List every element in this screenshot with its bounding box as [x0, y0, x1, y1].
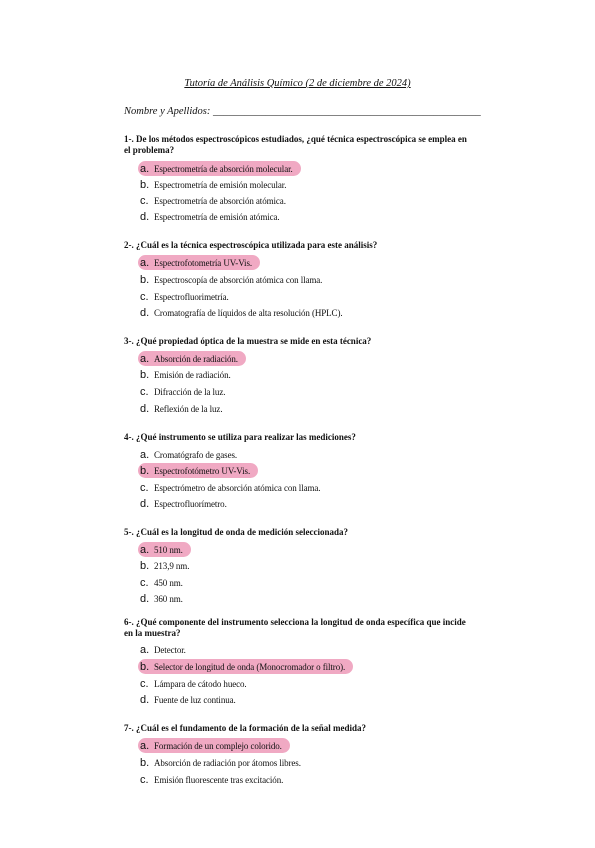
option-letter: d. — [140, 210, 150, 223]
option-text: Emisión fluorescente tras excitación. — [154, 774, 284, 785]
option-text: Espectrofotometría UV-Vis. — [154, 257, 253, 268]
option-text: Fuente de luz continua. — [154, 694, 236, 705]
option-text: Espectrofluorímetro. — [154, 498, 227, 509]
option-text: Espectroscopía de absorción atómica con llama. — [154, 274, 323, 285]
option-text: 213,9 nm. — [154, 560, 190, 571]
option-letter: c. — [140, 194, 149, 207]
option-text: Formación de un complejo colorido. — [154, 740, 282, 751]
option-text: Espectrometría de emisión atómica. — [154, 211, 280, 222]
q1-option-c[interactable] — [140, 193, 286, 208]
q7-option-b[interactable] — [140, 755, 301, 770]
option-letter: a. — [140, 543, 150, 556]
option-letter: c. — [140, 290, 149, 303]
q2-option-a[interactable] — [138, 255, 260, 270]
option-text: Selector de longitud de onda (Monocromador o filtro). — [154, 661, 346, 672]
option-text: Absorción de radiación por átomos libres. — [154, 757, 301, 768]
option-letter: b. — [140, 273, 150, 286]
q6-option-d[interactable] — [140, 692, 236, 707]
option-letter: a. — [140, 739, 150, 752]
q7-option-c[interactable] — [140, 772, 283, 787]
option-letter: a. — [140, 162, 150, 175]
q6-option-a[interactable] — [140, 642, 186, 657]
q6-option-c[interactable] — [140, 676, 247, 691]
option-text: Espectrometría de emisión molecular. — [154, 179, 287, 190]
q5-option-a[interactable] — [138, 542, 191, 557]
q6-option-b[interactable] — [138, 659, 353, 674]
q2-option-c[interactable] — [140, 289, 229, 304]
option-letter: c. — [140, 773, 149, 786]
option-text: Espectrofotómetro UV-Vis. — [154, 465, 251, 476]
q4-option-a[interactable] — [140, 447, 237, 462]
option-text: Detector. — [154, 644, 186, 655]
option-text: Espectrómetro de absorción atómica con llama. — [154, 482, 321, 493]
question-2: 2-. ¿Cuál es la técnica espectroscópica utilizada para este análisis? — [124, 240, 378, 250]
q2-option-d[interactable] — [140, 305, 343, 320]
option-text: 510 nm. — [154, 544, 183, 555]
option-letter: d. — [140, 497, 150, 510]
question-4: 4-. ¿Qué instrumento se utiliza para realizar las mediciones? — [124, 432, 356, 442]
option-text: Emisión de radiación. — [154, 369, 231, 380]
option-letter: d. — [140, 592, 150, 605]
q7-option-a[interactable] — [138, 738, 290, 753]
q4-option-c[interactable] — [140, 480, 320, 495]
option-text: Absorción de radiación. — [154, 353, 238, 364]
option-letter: a. — [140, 256, 150, 269]
option-text: Espectrometría de absorción atómica. — [154, 195, 286, 206]
option-text: Difracción de la luz. — [154, 386, 226, 397]
option-letter: d. — [140, 693, 150, 706]
q3-option-c[interactable] — [140, 384, 225, 399]
q5-option-c[interactable] — [140, 575, 183, 590]
question-3: 3-. ¿Qué propiedad óptica de la muestra se mide en esta técnica? — [124, 336, 372, 346]
option-letter: d. — [140, 402, 150, 415]
option-letter: b. — [140, 178, 150, 191]
question-6: 6-. ¿Qué componente del instrumento selecciona la longitud de onda específica que incide en la muestra? — [124, 617, 466, 638]
document-title: Tutoría de Análisis Químico (2 de diciembre de 2024) — [184, 78, 411, 89]
option-text: Cromatógrafo de gases. — [154, 449, 238, 460]
q2-option-b[interactable] — [140, 272, 322, 287]
option-letter: a. — [140, 448, 150, 461]
q3-option-d[interactable] — [140, 401, 222, 416]
q3-option-a[interactable] — [138, 351, 246, 366]
option-text: Cromatografía de líquidos de alta resolución (HPLC). — [154, 307, 343, 318]
option-letter: b. — [140, 368, 150, 381]
option-letter: a. — [140, 643, 150, 656]
option-letter: b. — [140, 464, 150, 477]
option-letter: a. — [140, 352, 150, 365]
q1-option-a[interactable] — [138, 161, 301, 176]
option-letter: b. — [140, 559, 150, 572]
q1-option-d[interactable] — [140, 209, 280, 224]
name-field-label: Nombre y Apellidos: ___________________________________________________ — [124, 106, 481, 117]
option-text: Espectrometría de absorción molecular. — [154, 163, 293, 174]
q5-option-b[interactable] — [140, 558, 189, 573]
question-1: 1-. De los métodos espectroscópicos estudiados, ¿qué técnica espectroscópica se emplea en el problema? — [124, 134, 467, 155]
option-letter: d. — [140, 306, 150, 319]
q1-option-b[interactable] — [140, 177, 286, 192]
question-7: 7-. ¿Cuál es el fundamento de la formación de la señal medida? — [124, 723, 366, 733]
q4-option-d[interactable] — [140, 496, 227, 511]
option-text: Lámpara de cátodo hueco. — [154, 678, 247, 689]
option-letter: c. — [140, 677, 149, 690]
option-letter: c. — [140, 576, 149, 589]
q5-option-d[interactable] — [140, 591, 183, 606]
option-text: 360 nm. — [154, 593, 183, 604]
question-5: 5-. ¿Cuál es la longitud de onda de medición seleccionada? — [124, 527, 349, 537]
option-text: 450 nm. — [154, 577, 183, 588]
q4-option-b[interactable] — [138, 463, 258, 478]
option-text: Espectrofluorimetría. — [154, 291, 229, 302]
option-letter: b. — [140, 660, 150, 673]
option-letter: c. — [140, 481, 149, 494]
option-letter: c. — [140, 385, 149, 398]
option-letter: b. — [140, 756, 150, 769]
option-text: Reflexión de la luz. — [154, 403, 223, 414]
q3-option-b[interactable] — [140, 367, 231, 382]
